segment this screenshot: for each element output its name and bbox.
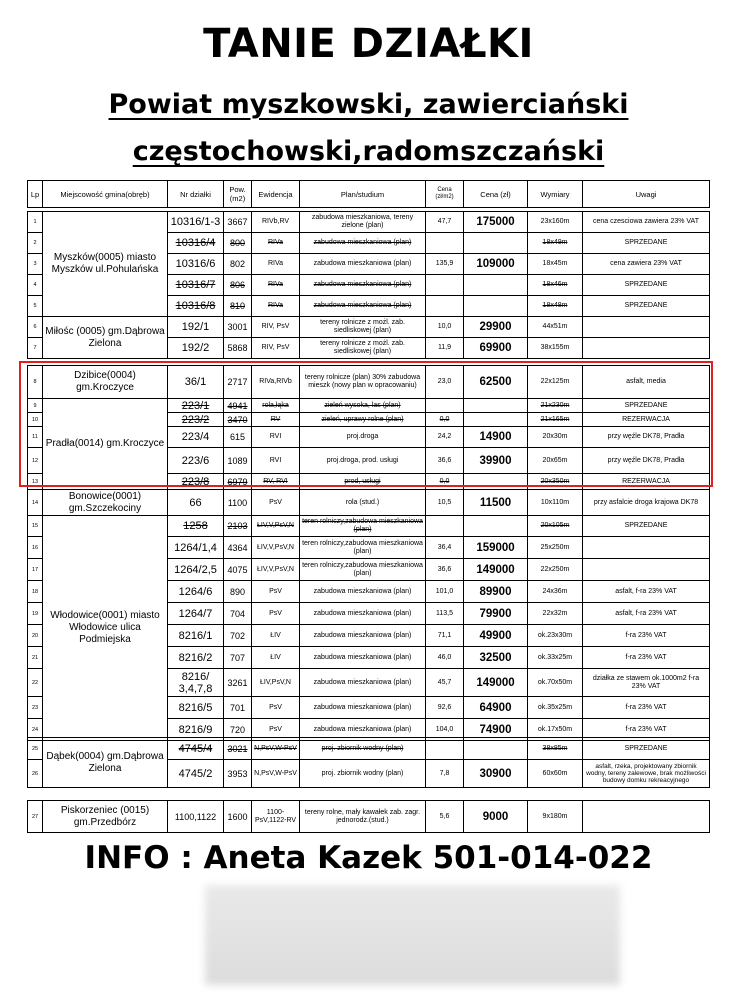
table-row [28, 516, 710, 537]
cell-nr: 1264/2,5 [168, 559, 224, 581]
cell-uwagi: SPRZEDANE [583, 399, 710, 413]
cell-cena: 39900 [464, 448, 528, 474]
cell-cena [464, 233, 528, 254]
cell-pow: 3261 [224, 669, 252, 697]
cell-pow: 707 [224, 647, 252, 669]
cell-uwagi: SPRZEDANE [583, 738, 710, 760]
cell-nr: 223/1 [168, 399, 224, 413]
cell-wym: 20x105m [528, 516, 583, 537]
cell-uwagi: f-ra 23% VAT [583, 719, 710, 741]
cell-pow: 890 [224, 581, 252, 603]
cell-uwagi: asfalt, f-ra 23% VAT [583, 581, 710, 603]
cell-plan: proj. zbiornik wodny (plan) [300, 760, 426, 788]
cell-wym: 18x49m [528, 233, 583, 254]
cell-uwagi: REZERWACJA [583, 413, 710, 427]
cell-lp: 27 [28, 801, 43, 833]
col-cena: Cena (zł) [464, 181, 528, 208]
cell-uwagi: REZERWACJA [583, 474, 710, 490]
cell-uwagi [583, 338, 710, 359]
cell-nr: 8216/2 [168, 647, 224, 669]
cell-wym: 22x32m [528, 603, 583, 625]
cell-pow: 615 [224, 427, 252, 448]
cell-uwagi: działka ze stawem ok.1000m2 f-ra 23% VAT [583, 669, 710, 697]
cell-ewid: ŁIV [252, 625, 300, 647]
cell-uwagi: cena zawiera 23% VAT [583, 254, 710, 275]
cell-cena-m2: 10,5 [426, 490, 464, 516]
cell-lp: 26 [28, 760, 43, 788]
cell-uwagi [583, 537, 710, 559]
cell-nr: 192/1 [168, 317, 224, 338]
table-row [28, 801, 710, 833]
cell-nr: 4745/2 [168, 760, 224, 788]
cell-wym: 20x30m [528, 427, 583, 448]
cell-ewid: ŁIV,PsV,N [252, 669, 300, 697]
cell-cena-m2 [426, 275, 464, 296]
cell-wym: 25x250m [528, 537, 583, 559]
cell-ewid: ŁIV [252, 647, 300, 669]
table-row [28, 317, 710, 338]
cell-uwagi [583, 559, 710, 581]
cell-cena [464, 296, 528, 317]
cell-pow: 720 [224, 719, 252, 741]
cell-plan: zabudowa mieszkaniowa (plan) [300, 625, 426, 647]
cell-nr: 223/6 [168, 448, 224, 474]
cell-ewid: RIVa [252, 233, 300, 254]
cell-pow: 1100 [224, 490, 252, 516]
cell-lp: 11 [28, 427, 43, 448]
cell-ewid: ŁIV,V,PsV,N [252, 559, 300, 581]
cell-nr: 223/4 [168, 427, 224, 448]
cell-plan: zabudowa mieszkaniowa (plan) [300, 254, 426, 275]
cell-uwagi: f-ra 23% VAT [583, 697, 710, 719]
cell-wym: 21x230m [528, 399, 583, 413]
cell-plan: tereny rolnicze (plan) 30% zabudowa mieszk (nowy plan w opracowaniu) [300, 366, 426, 399]
cell-plan: teren rolniczy,zabudowa mieszkaniowa (plan) [300, 516, 426, 537]
cell-plan: zabudowa mieszkaniowa (plan) [300, 669, 426, 697]
cell-cena-m2: 5,6 [426, 801, 464, 833]
cell-wym: 44x51m [528, 317, 583, 338]
cell-cena [464, 738, 528, 760]
cell-ewid: PsV [252, 581, 300, 603]
cell-pow: 1600 [224, 801, 252, 833]
cell-plan: prod, usługi [300, 474, 426, 490]
cell-uwagi: SPRZEDANE [583, 516, 710, 537]
cell-plan: zabudowa mieszkaniowa (plan) [300, 719, 426, 741]
cell-wym: ok.23x30m [528, 625, 583, 647]
cell-pow: 1089 [224, 448, 252, 474]
cell-pow: 3470 [224, 413, 252, 427]
cell-uwagi: f-ra 23% VAT [583, 625, 710, 647]
cell-uwagi: asfalt, rzeka, projektowany zbiornik wodny, tereny zalewowe, brak możliwości budowy domku rekreacyjnego [583, 760, 710, 788]
cell-plan: zabudowa mieszkaniowa (plan) [300, 233, 426, 254]
cell-lp: 8 [28, 366, 43, 399]
cell-pow: 4941 [224, 399, 252, 413]
cell-cena [464, 516, 528, 537]
cell-plan: zieleń, uprawy rolne (plan) [300, 413, 426, 427]
cell-uwagi: przy węźle DK78, Pradła [583, 427, 710, 448]
cell-nr: 8216/9 [168, 719, 224, 741]
cell-cena-m2: 46,0 [426, 647, 464, 669]
cell-cena-m2: 135,9 [426, 254, 464, 275]
cell-location: Dzibice(0004) gm.Kroczyce [43, 366, 168, 399]
cell-lp: 18 [28, 581, 43, 603]
cell-cena: 109000 [464, 254, 528, 275]
col-cena-m2: Cena (zł/m2) [426, 181, 464, 208]
cell-pow: 704 [224, 603, 252, 625]
cell-cena-m2: 36,6 [426, 559, 464, 581]
cell-cena: 49900 [464, 625, 528, 647]
cell-nr: 8216/5 [168, 697, 224, 719]
cell-uwagi: SPRZEDANE [583, 275, 710, 296]
cell-nr: 10316/1-3 [168, 212, 224, 233]
cell-pow: 701 [224, 697, 252, 719]
cell-nr: 1100,1122 [168, 801, 224, 833]
cell-lp: 1 [28, 212, 43, 233]
cell-pow: 3953 [224, 760, 252, 788]
cell-wym: 20x350m [528, 474, 583, 490]
cell-cena-m2: 92,6 [426, 697, 464, 719]
cell-ewid: RIVa,RIVb [252, 366, 300, 399]
cell-cena-m2: 113,5 [426, 603, 464, 625]
cell-wym: 24x36m [528, 581, 583, 603]
cell-uwagi: asfalt, media [583, 366, 710, 399]
blurred-region [205, 885, 620, 985]
cell-pow: 2103 [224, 516, 252, 537]
cell-wym: 10x110m [528, 490, 583, 516]
cell-pow: 6979 [224, 474, 252, 490]
cell-ewid: PsV [252, 719, 300, 741]
cell-nr: 223/2 [168, 413, 224, 427]
cell-cena-m2: 47,7 [426, 212, 464, 233]
cell-nr: 8216/ 3,4,7,8 [168, 669, 224, 697]
cell-lp: 9 [28, 399, 43, 413]
cell-plan: proj. zbiornik wodny (plan) [300, 738, 426, 760]
cell-cena-m2: 36,4 [426, 537, 464, 559]
cell-nr: 10316/6 [168, 254, 224, 275]
cell-cena: 30900 [464, 760, 528, 788]
cell-pow: 702 [224, 625, 252, 647]
cell-wym: 9x180m [528, 801, 583, 833]
cell-plan: tereny rolnicze z możl. zab. siedliskowej (plan) [300, 338, 426, 359]
cell-ewid: 1100-PsV,1122-RV [252, 801, 300, 833]
col-lp: Lp [28, 181, 43, 208]
cell-uwagi: przy węźle DK78, Pradła [583, 448, 710, 474]
cell-ewid: RVI [252, 448, 300, 474]
cell-cena-m2: 101,0 [426, 581, 464, 603]
cell-ewid: RIVa [252, 296, 300, 317]
col-miejscowosc: Miejscowość gmina(obręb) [43, 181, 168, 208]
cell-cena-m2: 7,8 [426, 760, 464, 788]
cell-plan: zabudowa mieszkaniowa (plan) [300, 647, 426, 669]
cell-cena: 29900 [464, 317, 528, 338]
cell-uwagi: przy asfalcie droga krajowa DK78 [583, 490, 710, 516]
cell-ewid: RIV, PsV [252, 338, 300, 359]
cell-uwagi: asfalt, f-ra 23% VAT [583, 603, 710, 625]
cell-ewid: ŁIV,V,PsV,N [252, 537, 300, 559]
cell-lp: 16 [28, 537, 43, 559]
cell-location: Włodowice(0001) miasto Włodowice ulica Podmiejska [43, 516, 168, 741]
cell-lp: 14 [28, 490, 43, 516]
cell-lp: 12 [28, 448, 43, 474]
cell-ewid: PsV [252, 490, 300, 516]
cell-nr: 66 [168, 490, 224, 516]
cell-cena: 9000 [464, 801, 528, 833]
cell-cena-m2: 104,0 [426, 719, 464, 741]
col-plan: Plan/studium [300, 181, 426, 208]
cell-wym: 22x250m [528, 559, 583, 581]
col-ewidencja: Ewidencja [252, 181, 300, 208]
cell-cena: 159000 [464, 537, 528, 559]
cell-wym: 18x45m [528, 254, 583, 275]
cell-pow: 4075 [224, 559, 252, 581]
cell-location: Miłośc (0005) gm.Dąbrowa Zielona [43, 317, 168, 359]
cell-plan: proj.droga, prod. usługi [300, 448, 426, 474]
cell-cena-m2: 10,0 [426, 317, 464, 338]
cell-nr: 1264/1,4 [168, 537, 224, 559]
cell-ewid: PsV [252, 603, 300, 625]
cell-wym: 60x60m [528, 760, 583, 788]
cell-plan: tereny rolne, mały kawałek zab. zagr. jednorodz.(stud.) [300, 801, 426, 833]
cell-cena-m2: 45,7 [426, 669, 464, 697]
cell-pow: 800 [224, 233, 252, 254]
cell-wym: 18x48m [528, 296, 583, 317]
cell-cena: 64900 [464, 697, 528, 719]
cell-nr: 10316/4 [168, 233, 224, 254]
column-header-table [27, 180, 710, 208]
col-pow: Pow. (m2) [224, 181, 252, 208]
cell-lp: 20 [28, 625, 43, 647]
cell-cena: 11500 [464, 490, 528, 516]
cell-wym: ok.70x50m [528, 669, 583, 697]
cell-cena: 62500 [464, 366, 528, 399]
cell-pow: 802 [224, 254, 252, 275]
cell-nr: 223/8 [168, 474, 224, 490]
cell-lp: 6 [28, 317, 43, 338]
cell-wym: 22x125m [528, 366, 583, 399]
cell-nr: 1264/7 [168, 603, 224, 625]
cell-uwagi: SPRZEDANE [583, 233, 710, 254]
cell-pow: 5868 [224, 338, 252, 359]
cell-nr: 10316/8 [168, 296, 224, 317]
cell-lp: 7 [28, 338, 43, 359]
highlight-frame [19, 361, 713, 487]
col-nr-dzialki: Nr działki [168, 181, 224, 208]
header-row [28, 181, 710, 208]
cell-cena: 14900 [464, 427, 528, 448]
cell-pow: 3667 [224, 212, 252, 233]
cell-plan: teren rolniczy,zabudowa mieszkaniowa (plan) [300, 537, 426, 559]
cell-pow: 4364 [224, 537, 252, 559]
cell-wym: 38x155m [528, 338, 583, 359]
cell-cena-m2 [426, 738, 464, 760]
cell-lp: 22 [28, 669, 43, 697]
cell-location: Myszków(0005) miasto Myszków ul.Pohulańska [43, 212, 168, 317]
cell-cena-m2: 23,0 [426, 366, 464, 399]
cell-lp: 24 [28, 719, 43, 741]
cell-lp: 3 [28, 254, 43, 275]
cell-plan: zabudowa mieszkaniowa (plan) [300, 581, 426, 603]
cell-wym: 18x46m [528, 275, 583, 296]
cell-cena: 69900 [464, 338, 528, 359]
cell-ewid: RIVa [252, 275, 300, 296]
cell-cena-m2 [426, 233, 464, 254]
cell-plan: zabudowa mieszkaniowa (plan) [300, 697, 426, 719]
cell-plan: teren rolniczy,zabudowa mieszkaniowa (plan) [300, 559, 426, 581]
cell-cena: 32500 [464, 647, 528, 669]
cell-cena-m2 [426, 296, 464, 317]
cell-nr: 10316/7 [168, 275, 224, 296]
cell-location: Bonowice(0001) gm.Szczekociny [43, 490, 168, 516]
cell-cena [464, 275, 528, 296]
cell-cena: 149000 [464, 669, 528, 697]
cell-lp: 21 [28, 647, 43, 669]
plots-table-piskorzeniec [27, 800, 710, 833]
cell-lp: 13 [28, 474, 43, 490]
cell-plan: zabudowa mieszkaniowa (plan) [300, 296, 426, 317]
cell-ewid: RIVb,RV [252, 212, 300, 233]
cell-location: Dąbek(0004) gm.Dąbrowa Zielona [43, 738, 168, 788]
cell-wym: 21x165m [528, 413, 583, 427]
cell-nr: 4745/4 [168, 738, 224, 760]
cell-uwagi: SPRZEDANE [583, 296, 710, 317]
cell-cena: 79900 [464, 603, 528, 625]
cell-plan: zabudowa mieszkaniowa, tereny zielone (plan) [300, 212, 426, 233]
cell-cena: 175000 [464, 212, 528, 233]
cell-ewid: RV, RVI [252, 474, 300, 490]
subtitle-line-1 [0, 88, 737, 122]
cell-location: Piskorzeniec (0015) gm.Przedbórz [43, 801, 168, 833]
cell-nr: 36/1 [168, 366, 224, 399]
cell-pow: 3021 [224, 738, 252, 760]
cell-ewid: RIVa [252, 254, 300, 275]
cell-uwagi: f-ra 23% VAT [583, 647, 710, 669]
cell-ewid: ŁIV,V,PsV,N [252, 516, 300, 537]
subtitle-line-2 [0, 135, 737, 169]
cell-nr: 8216/1 [168, 625, 224, 647]
cell-plan: zabudowa mieszkaniowa (plan) [300, 603, 426, 625]
cell-cena: 89900 [464, 581, 528, 603]
cell-location: Pradła(0014) gm.Kroczyce [43, 399, 168, 490]
cell-ewid: RV [252, 413, 300, 427]
cell-wym: ok.33x25m [528, 647, 583, 669]
cell-wym: 20x65m [528, 448, 583, 474]
cell-plan: tereny rolnicze z możl. zab. siedliskowej (plan) [300, 317, 426, 338]
col-wymiary: Wymiary [528, 181, 583, 208]
plots-table-dabek [27, 737, 710, 788]
cell-ewid: N,PsV,W-PsV [252, 760, 300, 788]
cell-cena-m2: 71,1 [426, 625, 464, 647]
cell-lp: 10 [28, 413, 43, 427]
table-row [28, 738, 710, 760]
cell-wym: 23x160m [528, 212, 583, 233]
cell-wym: ok.17x50m [528, 719, 583, 741]
cell-lp: 23 [28, 697, 43, 719]
subtitle-text-2: częstochowski,radomszczański [132, 136, 605, 167]
cell-lp: 15 [28, 516, 43, 537]
subtitle-text-1: Powiat myszkowski, zawierciański [108, 89, 629, 120]
cell-ewid: PsV [252, 697, 300, 719]
cell-nr: 1264/6 [168, 581, 224, 603]
table-row [28, 212, 710, 233]
contact-info: INFO : Aneta Kazek 501-014-022 [84, 840, 653, 876]
cell-lp: 4 [28, 275, 43, 296]
cell-cena-m2 [426, 516, 464, 537]
cell-uwagi [583, 317, 710, 338]
cell-lp: 17 [28, 559, 43, 581]
cell-lp: 19 [28, 603, 43, 625]
cell-wym: 38x85m [528, 738, 583, 760]
cell-pow: 806 [224, 275, 252, 296]
cell-wym: ok.35x25m [528, 697, 583, 719]
cell-cena: 74900 [464, 719, 528, 741]
cell-cena-m2: 0,0 [426, 474, 464, 490]
cell-plan: rola (stud.) [300, 490, 426, 516]
cell-lp: 5 [28, 296, 43, 317]
col-uwagi: Uwagi [583, 181, 710, 208]
table-row [28, 490, 710, 516]
cell-plan: zabudowa mieszkaniowa (plan) [300, 275, 426, 296]
cell-ewid: RVI [252, 427, 300, 448]
cell-lp: 25 [28, 738, 43, 760]
cell-cena-m2: 11,9 [426, 338, 464, 359]
cell-lp: 2 [28, 233, 43, 254]
cell-cena-m2: 36,6 [426, 448, 464, 474]
cell-nr: 1258 [168, 516, 224, 537]
cell-pow: 2717 [224, 366, 252, 399]
cell-cena-m2: 24,2 [426, 427, 464, 448]
cell-cena-m2: 0,0 [426, 413, 464, 427]
cell-pow: 810 [224, 296, 252, 317]
page-title: TANIE DZIAŁKI [203, 21, 534, 67]
cell-uwagi [583, 801, 710, 833]
cell-cena: 149000 [464, 559, 528, 581]
cell-nr: 192/2 [168, 338, 224, 359]
cell-plan: zieleń wysoka, las (plan) [300, 399, 426, 413]
cell-pow: 3001 [224, 317, 252, 338]
cell-plan: proj.droga [300, 427, 426, 448]
cell-ewid: N,PsV,W-PsV [252, 738, 300, 760]
cell-uwagi: cena czesciowa zawiera 23% VAT [583, 212, 710, 233]
cell-ewid: RIV, PsV [252, 317, 300, 338]
cell-ewid: rola,łąka [252, 399, 300, 413]
